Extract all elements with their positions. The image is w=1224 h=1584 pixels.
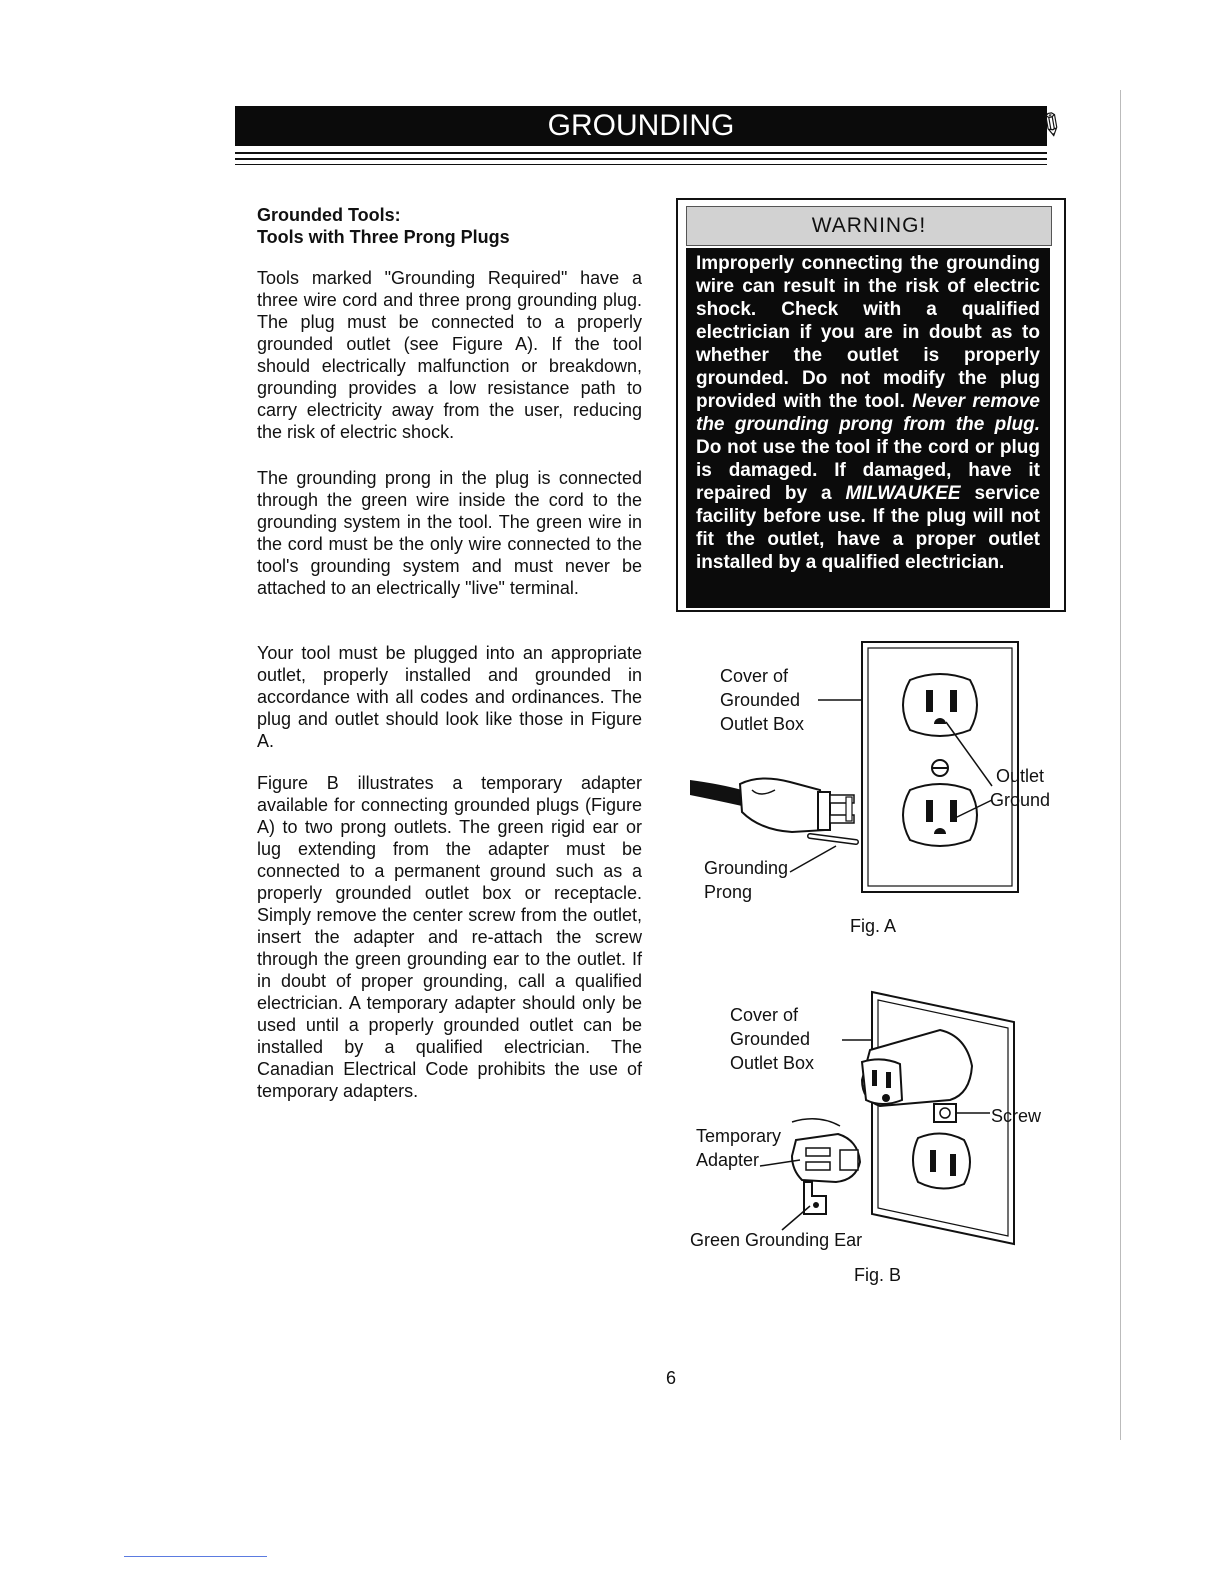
section-title-banner: GROUNDING — [235, 106, 1047, 146]
fig-b-adapter-label — [696, 1124, 781, 1172]
warning-title: WARNING! — [686, 206, 1052, 246]
heading-three-prong: Tools with Three Prong Plugs — [257, 227, 510, 247]
fig-a-cover-line1: Cover of — [720, 666, 789, 686]
fig-b-adapter-line2: Adapter — [696, 1150, 760, 1170]
fig-a-prong-line2: Prong — [704, 882, 753, 902]
fig-a-cover-line2: Grounded — [720, 690, 801, 710]
fig-a-ground-line: Ground — [990, 790, 1051, 810]
warning-text: Improperly connecting the grounding wire can result in the risk of electric shock. Check with a qualified electrician if you are in doubt as to whether the outlet is properly grounded. Do not modify the plug provided with the tool. Never remove the grounding prong from the plug. Do not use the tool if the cord or plug is damaged. If damaged, have it repaired by a MILWAUKEE service facility before use. If the plug will not fit the outlet, have a proper outlet installed by a qualified electrician. — [686, 248, 1050, 608]
paragraph-appropriate-outlet: Your tool must be plugged into an appropriate outlet, properly installed and grounded in accordance with all codes and ordinances. The plug and outlet should look like those in Figure A. — [257, 643, 642, 751]
fig-a-cover-line3: Outlet Box — [720, 714, 805, 734]
fig-b-cover-line1: Cover of — [730, 1005, 799, 1025]
fig-a-prong-line1: Grounding — [704, 858, 789, 878]
fig-b-cover-line3: Outlet Box — [730, 1053, 815, 1073]
page-number: 6 — [666, 1368, 677, 1388]
fig-a-caption: Fig. A — [850, 916, 897, 936]
bottom-link-line — [124, 1556, 267, 1557]
paragraph-temporary-adapter: Figure B illustrates a temporary adapter available for connecting grounded plugs (Figure A) to two prong outlets. The green rigid ear or lug extending from the adapter must be connected to a permanent ground such as a properly grounded outlet box or receptacle. Simply remove the center screw from the outlet, insert the adapter and re-attach the screw through the green grounding ear to the outlet. If in doubt of proper grounding, call a qualified electrician. A temporary adapter should only be used until a properly grounded outlet can be installed by a qualified electrician. The Canadian Electrical Code prohibits the use of temporary adapters. — [257, 773, 642, 1101]
paragraph-grounding-required: Tools marked "Grounding Required" have a three wire cord and three prong grounding plug. The plug must be connected to a properly grounded outlet (see Figure A). If the tool should electrically malfunction or breakdown, grounding provides a low resistance path to carry electricity away from the user, reducing the risk of electric shock. — [257, 268, 642, 442]
fig-b-adapter-line1: Temporary — [696, 1126, 782, 1146]
paragraph-grounding-prong: The grounding prong in the plug is connected through the green wire inside the cord to the grounding system in the tool. The green wire in the cord must be the only wire connected to the tool's grounding system and must never be attached to an electrically "live" terminal. — [257, 468, 642, 598]
fig-b-caption: Fig. B — [854, 1265, 902, 1285]
fig-a-outlet-line: Outlet — [996, 766, 1045, 786]
heading-grounded-tools: Grounded Tools: — [257, 205, 401, 225]
fig-b-cover-label — [730, 1003, 814, 1075]
fig-b-ear-label: Green Grounding Ear — [690, 1230, 863, 1250]
fig-b-screw-label: Screw — [991, 1106, 1042, 1126]
corner-mark-icon: ✎ — [1030, 104, 1071, 147]
fig-b-cover-line2: Grounded — [730, 1029, 811, 1049]
